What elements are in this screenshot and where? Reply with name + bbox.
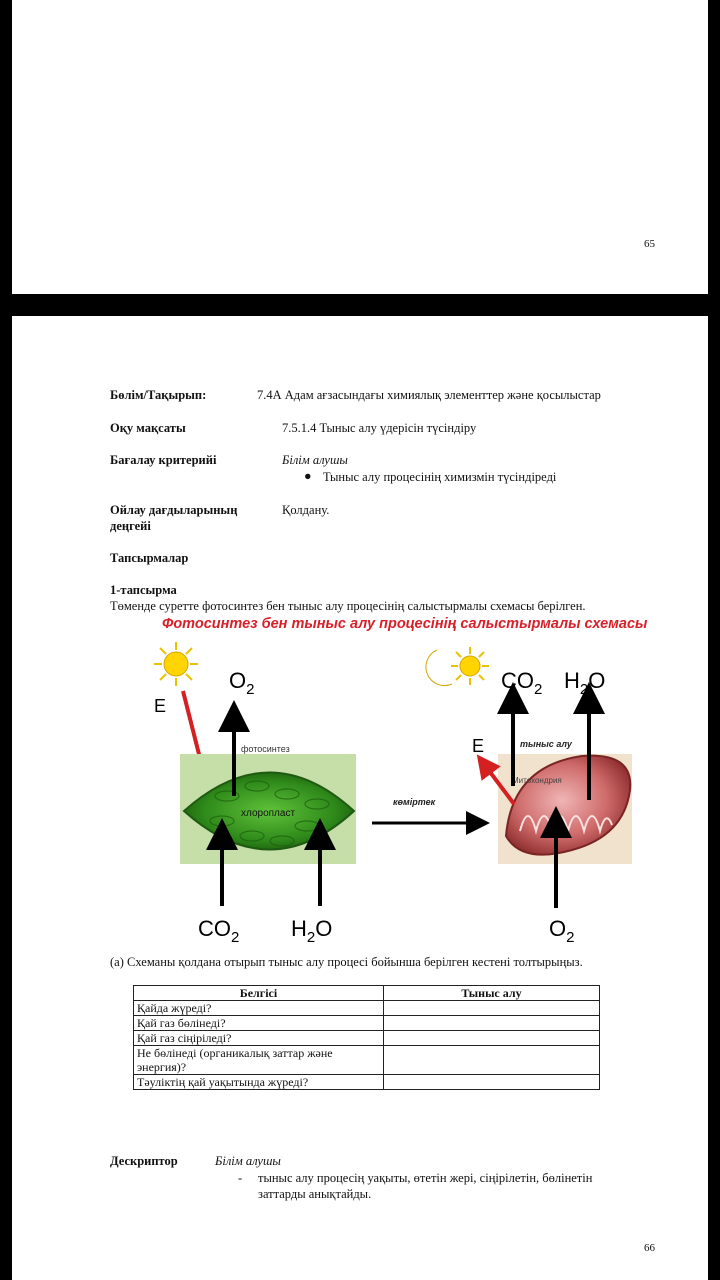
task1-title: 1-тапсырма [110, 583, 177, 597]
co2-label-bottom: $CO_2$ [198, 916, 240, 946]
table-cell-answer[interactable] [384, 1001, 600, 1016]
co2-label-top: $CO_2$ [501, 668, 543, 698]
respiration-table [133, 985, 600, 1090]
table-cell-question: Тәуліктің қай уақытында жүреді? [134, 1075, 384, 1090]
table-cell-question: Қай газ бөлінеді? [134, 1016, 384, 1031]
table-header-row [134, 986, 600, 1001]
page-number-65: 65 [644, 238, 655, 250]
descriptor-line1: тыныс алу процесің уақыты, өтетін жері, сіңірілетін, бөлінетін [258, 1171, 593, 1185]
table-row [134, 1075, 600, 1090]
top-page [12, 0, 708, 294]
learning-objective-value: 7.5.1.4 Тыныс алу үдерісін түсіндіру [282, 421, 477, 435]
thinking-skills-label-line2: деңгейі [110, 519, 151, 533]
table-cell-answer[interactable] [384, 1031, 600, 1046]
page-number-66: 66 [644, 1242, 655, 1254]
h2o-label-bottom: $H_2O$ [291, 916, 333, 946]
o2-label-left: $O_2$ [229, 668, 255, 698]
carbon-label: көміртек [393, 797, 436, 807]
table-row [134, 1001, 600, 1016]
bottom-page [12, 316, 708, 1280]
descriptor-dash: - [238, 1171, 243, 1185]
table-header-feature: Белгісі [134, 986, 384, 1001]
mitochondria-label: Митохондрия [512, 776, 562, 785]
descriptor-label: Дескриптор [110, 1154, 178, 1168]
table-cell-answer[interactable] [384, 1046, 600, 1075]
section-topic-label: Бөлім/Тақырып: [110, 388, 207, 402]
diagram-title: Фотосинтез бен тыныс алу процесінің салыстырмалы схемасы [162, 616, 648, 632]
table-header-respiration: Тыныс алу [384, 986, 600, 1001]
table-row [134, 1046, 600, 1075]
thinking-skills-label-line1: Ойлау дағдыларының [110, 503, 238, 517]
table-cell-question: Қайда жүреді? [134, 1001, 384, 1016]
h2o-label-top: $H_2O$ [564, 668, 606, 698]
table-row [134, 1016, 600, 1031]
descriptor-subject: Білім алушы [215, 1154, 281, 1168]
assessment-criteria-subject: Білім алушы [282, 453, 348, 467]
energy-label-left: E [154, 696, 167, 716]
photosynthesis-label: фотосинтез [241, 744, 290, 754]
assessment-criteria-label: Бағалау критерийі [110, 453, 217, 467]
tasks-heading: Тапсырмалар [110, 551, 189, 565]
learning-objective-label: Оқу мақсаты [110, 421, 186, 435]
table-cell-answer[interactable] [384, 1016, 600, 1031]
table-cell-question: Не бөлінеді (органикалық заттар және энергия)? [134, 1046, 384, 1075]
thinking-skills-value: Қолдану. [282, 503, 330, 517]
chloroplast-label: хлоропласт [241, 808, 296, 819]
section-topic-value: 7.4А Адам ағзасындағы химиялық элементтер және қосылыстар [257, 388, 601, 402]
respiration-label: тыныс алу [520, 739, 572, 749]
comparison-diagram [12, 316, 708, 1280]
sun-icon-right [451, 647, 489, 685]
assessment-criteria-bullet: Тыныс алу процесінің химизмін түсіндіреді [323, 470, 557, 484]
sun-icon-left [154, 642, 198, 686]
table-row [134, 1031, 600, 1046]
table-cell-answer[interactable] [384, 1075, 600, 1090]
descriptor-line2: заттарды анықтайды. [258, 1187, 372, 1201]
table-cell-question: Қай газ сіңіріледі? [134, 1031, 384, 1046]
bullet-dot: ● [304, 469, 312, 483]
energy-label-right: E [472, 736, 485, 756]
task1-text: Төменде суретте фотосинтез бен тыныс алу процесінің салыстырмалы схемасы берілген. [110, 599, 586, 613]
o2-label-bottom-right: $O_2$ [549, 916, 575, 946]
moon-icon [426, 650, 452, 686]
question-a: (а) Схеманы қолдана отырып тыныс алу процесі бойынша берілген кестені толтырыңыз. [110, 955, 583, 969]
